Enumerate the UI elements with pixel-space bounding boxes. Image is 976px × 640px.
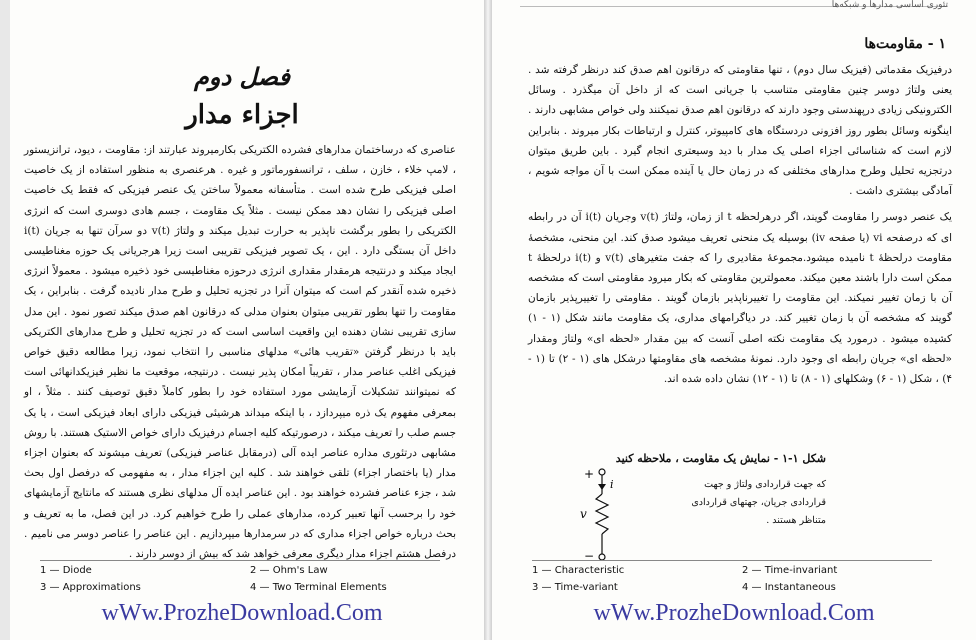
footnote: 1 — Characteristic — [532, 565, 625, 576]
right-footnotes — [532, 560, 932, 593]
right-paragraph: درفیزیک مقدماتی (فیزیک سال دوم) ، تنها مقاومتی که درقانون اهم صدق کند درنظر گرفته شد . یعنی ولتاژ دوسر چنین مقاومتی متناسب با جریانی است که از داخل آن میگذرد . وسائل الکترونیکی زیادی درپهندستی وجود دارند که درقانون اهم صدق نمیکنند ولی خواص مشابهی دارند . اینگونه وسائل بطور روز افزونی دردستگاه های کامپیوتر، کنترل و ارتباطات بکار میروند . بنابراین لازم است که شناسائی اجزاء اصلی یک مدار با دید وسیعتری انجام گیرد . باین طریق میتوان درتجزیه تحلیل وطرح مدارهای مختلفی که در زمان حال یا آینده ممکن است با آن مواجه شویم ، آمادگی بیشتری داشت . — [528, 64, 952, 198]
footnote: 2 — Ohm's Law — [250, 565, 328, 576]
footnote: 4 — Instantaneous — [742, 582, 836, 593]
left-footnotes — [40, 560, 440, 593]
minus-sign: − — [584, 549, 595, 563]
footnote: 3 — Time-variant — [532, 582, 618, 593]
figure-caption: شکل ۱-۱ - نمایش یک مقاومت ، ملاحظه کنید — [615, 452, 826, 465]
right-page — [492, 0, 976, 640]
current-label: i — [610, 478, 614, 491]
section-title: ۱ - مقاومت‌ها — [864, 36, 946, 52]
footnote: 2 — Time-invariant — [742, 565, 838, 576]
left-body-text — [24, 140, 456, 570]
right-paragraph: یک عنصر دوسر را مقاومت گویند، اگر درهرلحظه t از زمان، ولتاژ v(t) وجریان i(t) آن در رابطه ای که درصفحه vi (یا صفحه iv) بوسیله یک منحنی تعریف میشود صدق کند. این منحنی، مشخصهٔ مقاومت درلحظهٔ t نامیده میشود.مجموعهٔ مقادیری را که جفت متغیرهای v(t) و i(t) درلحظهٔ t ممکن است دارا باشند معین میکند. معمولترین مقاومتی که بکار میرود مقاومتی است که مشخصه آن با زمان تغییر نمیکند. این مقاومت را تغییرناپذیر بازمان گویند . مقاومتی را تغییرپذیر بازمان گویند که مشخصه آن با زمان تغییر کند. در دیاگرامهای مداری، یک مقاومت مانند شکل (۱ - ۱) کشیده میشود . درمورد یک مقاومت نکته اصلی آنست که بین مقدار «لحظه ای» ولتاژ ومقدار «لحظه ای» جریان رابطه ای وجود دارد. نمونهٔ مشخصه های مقاومتها درشکل های (۱ - ۲) تا (۱ - ۴) ، شکل (۱ - ۶) وشکلهای (۱ - ۸) تا (۱ - ۱۲) نشان داده شده اند. — [528, 211, 952, 386]
footnote: 3 — Approximations — [40, 582, 141, 593]
chapter-title: اجزاء مدار — [185, 100, 299, 130]
voltage-label: v — [580, 507, 587, 521]
page-edge — [0, 0, 10, 640]
terminal-top — [599, 469, 605, 475]
footnote: 4 — Two Terminal Elements — [250, 582, 387, 593]
resistor-diagram — [562, 464, 652, 564]
left-page — [0, 0, 484, 640]
plus-sign: + — [584, 467, 595, 481]
current-arrow — [598, 484, 606, 490]
watermark: wWw.ProzheDownload.Com — [593, 600, 875, 626]
book-gutter — [484, 0, 492, 640]
left-paragraph: عناصری که درساختمان مدارهای فشرده الکتریکی بکارمیروند عبارتند از: مقاومت ، دیود، ترانزیستور ، لامپ خلاء ، خازن ، سلف ، ترانسفورماتور و غیره . هرعنصری به منظور استفاده از یک خاصیت اصلی فیزیکی طرح شده است . متأسفانه معمولاً ساختن یک عنصر فیزیکی که فقط یک خاصیت اصلی فیزیکی را نشان دهد ممکن نیست . مثلاً یک مقاومت ، جسم هادی دوسری است که انرژی الکتریکی را بطور برگشت ناپذیر به حرارت تبدیل میکند و ولتاژ v(t) دو سرآن تنها به جریان i(t) داخل آن بستگی دارد . این ، یک تصویر فیزیکی تقریبی است زیرا هرجریانی یک حوزه مغناطیسی ایجاد میکند و درنتیجه هرمقدار مقداری انرژی درحوزه مغناطیسی خود ذخیره میشود . معمولاً انرژی ذخیره شده آنقدر کم است که میتوان آنرا در تجزیه تحلیل و طرح مدار نادیده گرفت . بنابراین ، یک مقاومت را تنها بطور تقریبی میتوان بعنوان مدلی که درقانون اهم صدق میکند تصور نمود . این مدل سازی تقریبی نشان دهنده این واقعیت اساسی است که در تجزیه تحلیل و طرح مدارهای الکتریکی باید با درنظر گرفتن «تقریب هائی» مدلهای مناسبی را انتخاب نمود، زیرا مطالعه دقیق خواص فیزیکی اغلب عناصر مدار ، تقریباً امکان پذیر نیست . درنتیجه، موقعیت ما نظیر فیزیکدانهائی است که نمیتوانند تشکیلات آزمایشی مورد استفاده خود را بطور کاملاً دقیق توصیف کنند . مثلاً ، او بمعرفی مفهوم یک ذره میپردازد ، با اینکه میداند هرشیئی فیزیکی دارای ابعاد فیزیکی است ، یا یک جسم صلب را تعریف میکند ، درصورتیکه کلیه اجسام درفیزیک دارای خواص الاستیک هستند. با روش مشابهی درتئوری مداره عناصر ایده آلی (درمقابل عناصر فیزیکی) تعریف میشوند که بعنوان اجزاء مدار (یا باختصار اجزاء) تلقی خواهند شد . کلیه این اجزاء مدار ، به مفهومی که درفصل اول بحث شد ، جزء عناصر فشرده خواهند بود . این عناصر ایده آل مدلهای نظری هستند که مانتایج آزمایشهای خود را برحسب آنها تعبیر کرده، مدارهای عملی را طرح خواهیم کرد. در این فصل، ما به تعریف و بحث درباره خواص اجزاء مداری که در سرمدارها میپردازیم . این عناصر را عناصر دوسر می نامیم . درفصل هشتم اجزاء مدار دیگری معرفی خواهد شد که بیش از دوسر دارند . — [24, 144, 456, 561]
watermark: wWw.ProzheDownload.Com — [101, 600, 383, 626]
chapter-label: فصل دوم — [194, 62, 290, 91]
footnote: 1 — Diode — [40, 565, 92, 576]
running-header: تئوری اساسی مدارها و شبکه‌ها — [520, 0, 948, 7]
figure-note: که جهت قراردادی ولتاژ و جهت قراردادی جریان، جهتهای قراردادی متناظر هستند . — [691, 479, 826, 526]
resistor-zigzag — [596, 494, 608, 534]
right-body-text — [528, 60, 952, 395]
